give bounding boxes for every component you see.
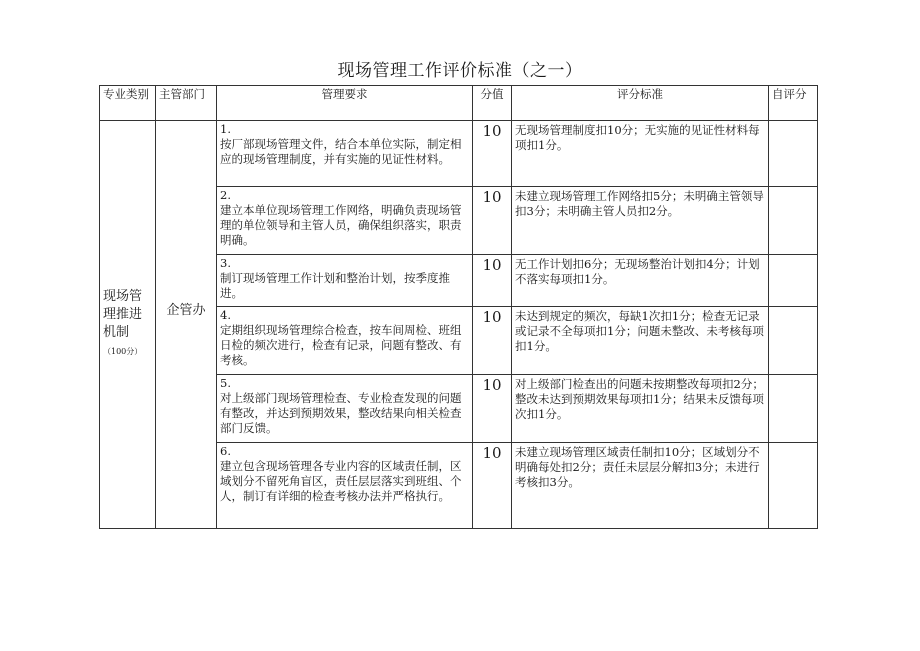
requirement-cell xyxy=(217,307,473,375)
self-score-cell xyxy=(769,375,818,443)
requirement-number: 3. xyxy=(220,256,231,270)
category-cell xyxy=(100,121,156,529)
requirement-text: 按厂部现场管理文件，结合本单位实际，制定相应的现场管理制度，并有实施的见证性材料。 xyxy=(220,137,462,166)
requirement-text: 定期组织现场管理综合检查，按车间周检、班组日检的频次进行，检查有记录，问题有整改、有考核。 xyxy=(220,323,462,367)
requirement-number: 5. xyxy=(220,376,231,390)
score-cell: 10 xyxy=(473,187,512,255)
standard-cell: 无现场管理制度扣10分；无实施的见证性材料每项扣1分。 xyxy=(512,121,769,187)
self-score-cell xyxy=(769,121,818,187)
self-score-cell xyxy=(769,443,818,529)
standard-cell: 无工作计划扣6分；无现场整治计划扣4分；计划不落实每项扣1分。 xyxy=(512,255,769,307)
category-points: （100分） xyxy=(103,347,143,356)
header-score: 分值 xyxy=(473,86,512,121)
department-cell: 企管办 xyxy=(156,121,217,529)
page-title: 现场管理工作评价标准（之一） xyxy=(337,61,583,81)
table-row xyxy=(100,121,818,187)
requirement-text: 对上级部门现场管理检查、专业检查发现的问题有整改，并达到预期效果，整改结果向相关检查部门反馈。 xyxy=(220,391,462,435)
requirement-cell xyxy=(217,375,473,443)
standard-cell: 未建立现场管理工作网络扣5分；未明确主管领导扣3分；未明确主管人员扣2分。 xyxy=(512,187,769,255)
self-score-cell xyxy=(769,307,818,375)
requirement-number: 6. xyxy=(220,444,231,458)
self-score-cell xyxy=(769,255,818,307)
requirement-cell xyxy=(217,121,473,187)
header-self-score: 自评分 xyxy=(769,86,818,121)
standard-cell: 对上级部门检查出的问题未按期整改每项扣2分；整改未达到预期效果每项扣1分；结果未反馈每项次扣1分。 xyxy=(512,375,769,443)
standard-cell: 未达到规定的频次，每缺1次扣1分；检查无记录或记录不全每项扣1分；问题未整改、未考核每项扣1分。 xyxy=(512,307,769,375)
requirement-cell xyxy=(217,187,473,255)
header-category: 专业类别 xyxy=(100,86,156,121)
requirement-text: 建立包含现场管理各专业内容的区域责任制，区域划分不留死角盲区，责任层层落实到班组、个人，制订有详细的检查考核办法并严格执行。 xyxy=(220,459,462,503)
score-cell: 10 xyxy=(473,375,512,443)
score-cell: 10 xyxy=(473,307,512,375)
score-cell: 10 xyxy=(473,121,512,187)
header-requirement: 管理要求 xyxy=(217,86,473,121)
evaluation-table xyxy=(99,85,818,529)
standard-cell: 未建立现场管理区域责任制扣10分；区域划分不明确每处扣2分；责任未层层分解扣3分；未进行考核扣3分。 xyxy=(512,443,769,529)
requirement-number: 2. xyxy=(220,188,231,202)
self-score-cell xyxy=(769,187,818,255)
header-department: 主管部门 xyxy=(156,86,217,121)
requirement-number: 1. xyxy=(220,122,231,136)
score-cell: 10 xyxy=(473,443,512,529)
header-standard: 评分标准 xyxy=(512,86,769,121)
requirement-cell xyxy=(217,443,473,529)
requirement-number: 4. xyxy=(220,308,231,322)
requirement-cell xyxy=(217,255,473,307)
category-name: 现场管理推进机制 xyxy=(103,289,143,340)
requirement-text: 建立本单位现场管理工作网络，明确负责现场管理的单位领导和主管人员，确保组织落实，职责明确。 xyxy=(220,203,462,247)
score-cell: 10 xyxy=(473,255,512,307)
header-row xyxy=(100,86,818,121)
requirement-text: 制订现场管理工作计划和整治计划，按季度推进。 xyxy=(220,271,450,300)
